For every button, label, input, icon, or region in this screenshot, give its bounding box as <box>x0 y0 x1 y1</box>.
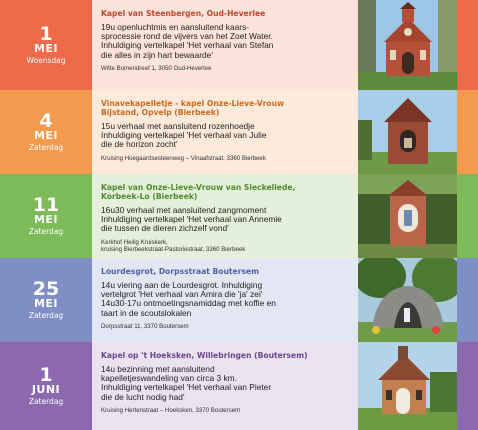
event-weekday: Zaterdag <box>28 310 64 320</box>
red-brick-chapel-photo <box>358 0 457 90</box>
wayside-shrine-photo <box>358 174 457 258</box>
date-block <box>0 258 92 342</box>
event-row-2 <box>0 90 478 174</box>
event-address: Witte Bomendreef 1, 3050 Oud-Heverlee <box>101 64 212 72</box>
date-block <box>0 342 92 430</box>
event-day: 4 <box>39 109 53 132</box>
hoeksken-chapel-photo <box>358 342 457 430</box>
color-edge <box>457 90 478 174</box>
event-day: 1 <box>39 363 53 386</box>
date-block <box>0 174 92 258</box>
event-title: Kapel op 't Hoeksken, Willebringen (Boutersem) <box>101 351 308 360</box>
date-block <box>0 0 92 90</box>
color-edge <box>457 174 478 258</box>
event-weekday: Zaterdag <box>28 142 64 152</box>
event-content <box>92 258 358 342</box>
event-description: 15u verhaal met aansluitend rozenhoedje Inhuldiging vertelkapel 'Het verhaal van Julie die de horizon zocht' <box>101 121 267 150</box>
event-row-1 <box>0 0 478 90</box>
event-description: 14u bezinning met aansluitend kapelletjeswandeling van circa 3 km. Inhuldiging vertelkapel 'Het verhaal van Pieter die de lucht nodig had' <box>101 364 272 402</box>
event-row-4 <box>0 258 478 342</box>
date-block <box>0 90 92 174</box>
event-row-5 <box>0 342 478 430</box>
event-title: Vinavekapelletje - kapel Onze-Lieve-Vrouw Bijstand, Opvelp (Bierbeek) <box>101 99 285 117</box>
event-title: Lourdesgrot, Dorpsstraat Boutersem <box>101 267 260 276</box>
event-weekday: Zaterdag <box>28 396 64 406</box>
event-month: MEI <box>33 128 59 142</box>
small-brick-chapel-photo <box>358 90 457 174</box>
event-address: Kruising Hertenstraat – Hoeksken, 3370 Boutersem <box>101 406 241 414</box>
event-content <box>92 174 358 258</box>
event-month: MEI <box>33 296 59 310</box>
event-day: 11 <box>32 193 60 216</box>
event-month: JUNI <box>31 382 61 396</box>
event-title: Kapel van Steenbergen, Oud-Heverlee <box>101 9 266 18</box>
event-month: MEI <box>33 41 59 55</box>
event-weekday: Woensdag <box>26 55 66 65</box>
event-title: Kapel van Onze-Lieve-Vrouw van Sieckeliede, Korbeek-Lo (Bierbeek) <box>101 183 296 201</box>
color-edge <box>457 342 478 430</box>
event-weekday: Zaterdag <box>28 226 64 236</box>
event-description: 16u30 verhaal met aansluitend zangmoment Inhuldiging vertelkapel 'Het verhaal van Annemie die tussen de dieren zichzelf vond' <box>101 205 282 234</box>
event-day: 1 <box>39 22 53 45</box>
event-address: Kerkhof Heilig Kruiskerk, kruising Bierbeekstraat-Pastoriestraat, 3360 Bierbeek <box>101 238 246 253</box>
color-edge <box>457 258 478 342</box>
event-address: Dorpsstraat 11, 3370 Boutersem <box>101 322 189 330</box>
event-content <box>92 0 358 90</box>
lourdes-grotto-photo <box>358 258 457 342</box>
event-description: 14u viering aan de Lourdesgrot. Inhuldiging vertelgrot 'Het verhaal van Amira die 'ja' zei' 14u30-17u ontmoetingsnamiddag met koffie en taart in de scoutslokalen <box>101 280 276 318</box>
event-description: 19u openluchtmis en aansluitend kaars- sprocessie rond de vijvers van het Zoet Water. Inhuldiging vertelkapel 'Het verhaal van Stefan die alles in zijn hart bewaarde' <box>101 22 274 60</box>
color-edge <box>457 0 478 90</box>
event-month: MEI <box>33 212 59 226</box>
event-row-3 <box>0 174 478 258</box>
event-day: 25 <box>32 277 60 300</box>
event-address: Kruising Hoegaardsesteenweg – Vinaafstraat, 3360 Bierbeek <box>101 154 266 162</box>
event-content <box>92 342 358 430</box>
event-content <box>92 90 358 174</box>
